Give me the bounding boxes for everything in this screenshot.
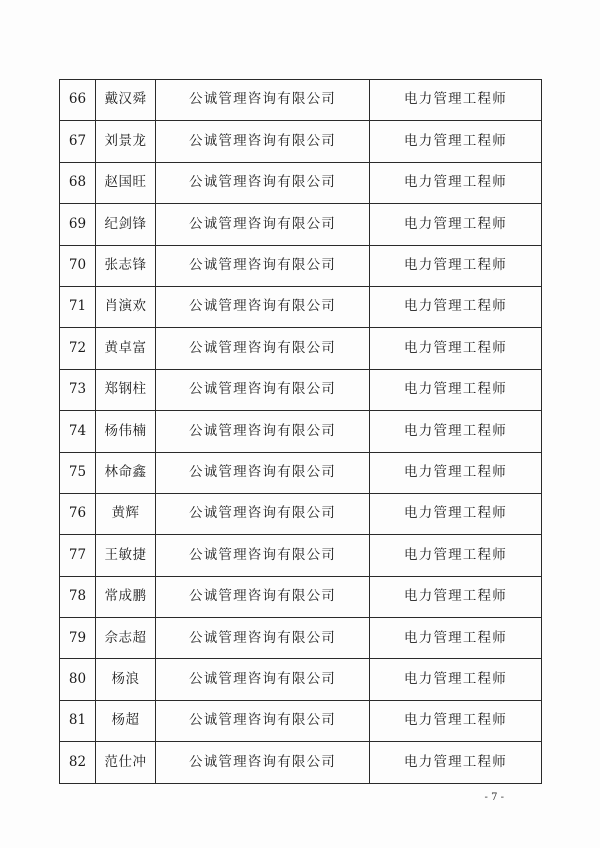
person-name: 王敏捷 bbox=[96, 535, 156, 576]
person-name: 常成鹏 bbox=[96, 576, 156, 617]
organization: 公诚管理咨询有限公司 bbox=[156, 659, 370, 700]
personnel-table-body bbox=[60, 80, 542, 784]
row-number: 82 bbox=[60, 742, 96, 783]
person-name: 纪剑锋 bbox=[96, 204, 156, 245]
job-title: 电力管理工程师 bbox=[370, 204, 542, 245]
job-title: 电力管理工程师 bbox=[370, 576, 542, 617]
job-title: 电力管理工程师 bbox=[370, 535, 542, 576]
row-number: 72 bbox=[60, 328, 96, 369]
organization: 公诚管理咨询有限公司 bbox=[156, 121, 370, 162]
table-row bbox=[60, 659, 542, 700]
job-title: 电力管理工程师 bbox=[370, 742, 542, 783]
row-number: 66 bbox=[60, 80, 96, 121]
person-name: 肖演欢 bbox=[96, 286, 156, 327]
job-title: 电力管理工程师 bbox=[370, 452, 542, 493]
table-row bbox=[60, 286, 542, 327]
person-name: 杨浪 bbox=[96, 659, 156, 700]
table-row bbox=[60, 535, 542, 576]
row-number: 74 bbox=[60, 411, 96, 452]
table-row bbox=[60, 204, 542, 245]
person-name: 林命鑫 bbox=[96, 452, 156, 493]
person-name: 黄辉 bbox=[96, 493, 156, 534]
page-number: - 7 - bbox=[484, 792, 504, 803]
table-row bbox=[60, 742, 542, 783]
organization: 公诚管理咨询有限公司 bbox=[156, 493, 370, 534]
person-name: 黄卓富 bbox=[96, 328, 156, 369]
organization: 公诚管理咨询有限公司 bbox=[156, 162, 370, 203]
organization: 公诚管理咨询有限公司 bbox=[156, 452, 370, 493]
table-row bbox=[60, 576, 542, 617]
job-title: 电力管理工程师 bbox=[370, 659, 542, 700]
job-title: 电力管理工程师 bbox=[370, 245, 542, 286]
person-name: 杨伟楠 bbox=[96, 411, 156, 452]
table-row bbox=[60, 162, 542, 203]
table-row bbox=[60, 452, 542, 493]
row-number: 69 bbox=[60, 204, 96, 245]
row-number: 76 bbox=[60, 493, 96, 534]
organization: 公诚管理咨询有限公司 bbox=[156, 742, 370, 783]
table-row bbox=[60, 618, 542, 659]
person-name: 赵国旺 bbox=[96, 162, 156, 203]
organization: 公诚管理咨询有限公司 bbox=[156, 204, 370, 245]
job-title: 电力管理工程师 bbox=[370, 700, 542, 741]
person-name: 佘志超 bbox=[96, 618, 156, 659]
organization: 公诚管理咨询有限公司 bbox=[156, 286, 370, 327]
job-title: 电力管理工程师 bbox=[370, 618, 542, 659]
table-row bbox=[60, 700, 542, 741]
organization: 公诚管理咨询有限公司 bbox=[156, 535, 370, 576]
row-number: 68 bbox=[60, 162, 96, 203]
organization: 公诚管理咨询有限公司 bbox=[156, 245, 370, 286]
job-title: 电力管理工程师 bbox=[370, 121, 542, 162]
person-name: 范仕冲 bbox=[96, 742, 156, 783]
person-name: 郑钢柱 bbox=[96, 369, 156, 410]
row-number: 79 bbox=[60, 618, 96, 659]
job-title: 电力管理工程师 bbox=[370, 162, 542, 203]
organization: 公诚管理咨询有限公司 bbox=[156, 369, 370, 410]
row-number: 77 bbox=[60, 535, 96, 576]
personnel-table bbox=[59, 79, 542, 784]
job-title: 电力管理工程师 bbox=[370, 411, 542, 452]
organization: 公诚管理咨询有限公司 bbox=[156, 700, 370, 741]
job-title: 电力管理工程师 bbox=[370, 286, 542, 327]
table-row bbox=[60, 493, 542, 534]
table-row bbox=[60, 121, 542, 162]
table-row bbox=[60, 80, 542, 121]
person-name: 刘景龙 bbox=[96, 121, 156, 162]
table-row bbox=[60, 245, 542, 286]
job-title: 电力管理工程师 bbox=[370, 369, 542, 410]
organization: 公诚管理咨询有限公司 bbox=[156, 576, 370, 617]
job-title: 电力管理工程师 bbox=[370, 328, 542, 369]
row-number: 73 bbox=[60, 369, 96, 410]
row-number: 67 bbox=[60, 121, 96, 162]
row-number: 71 bbox=[60, 286, 96, 327]
row-number: 78 bbox=[60, 576, 96, 617]
table-row bbox=[60, 369, 542, 410]
row-number: 75 bbox=[60, 452, 96, 493]
person-name: 戴汉舜 bbox=[96, 80, 156, 121]
organization: 公诚管理咨询有限公司 bbox=[156, 618, 370, 659]
organization: 公诚管理咨询有限公司 bbox=[156, 80, 370, 121]
row-number: 81 bbox=[60, 700, 96, 741]
table-row bbox=[60, 328, 542, 369]
row-number: 80 bbox=[60, 659, 96, 700]
organization: 公诚管理咨询有限公司 bbox=[156, 411, 370, 452]
table-row bbox=[60, 411, 542, 452]
organization: 公诚管理咨询有限公司 bbox=[156, 328, 370, 369]
job-title: 电力管理工程师 bbox=[370, 493, 542, 534]
job-title: 电力管理工程师 bbox=[370, 80, 542, 121]
row-number: 70 bbox=[60, 245, 96, 286]
person-name: 杨超 bbox=[96, 700, 156, 741]
person-name: 张志锋 bbox=[96, 245, 156, 286]
